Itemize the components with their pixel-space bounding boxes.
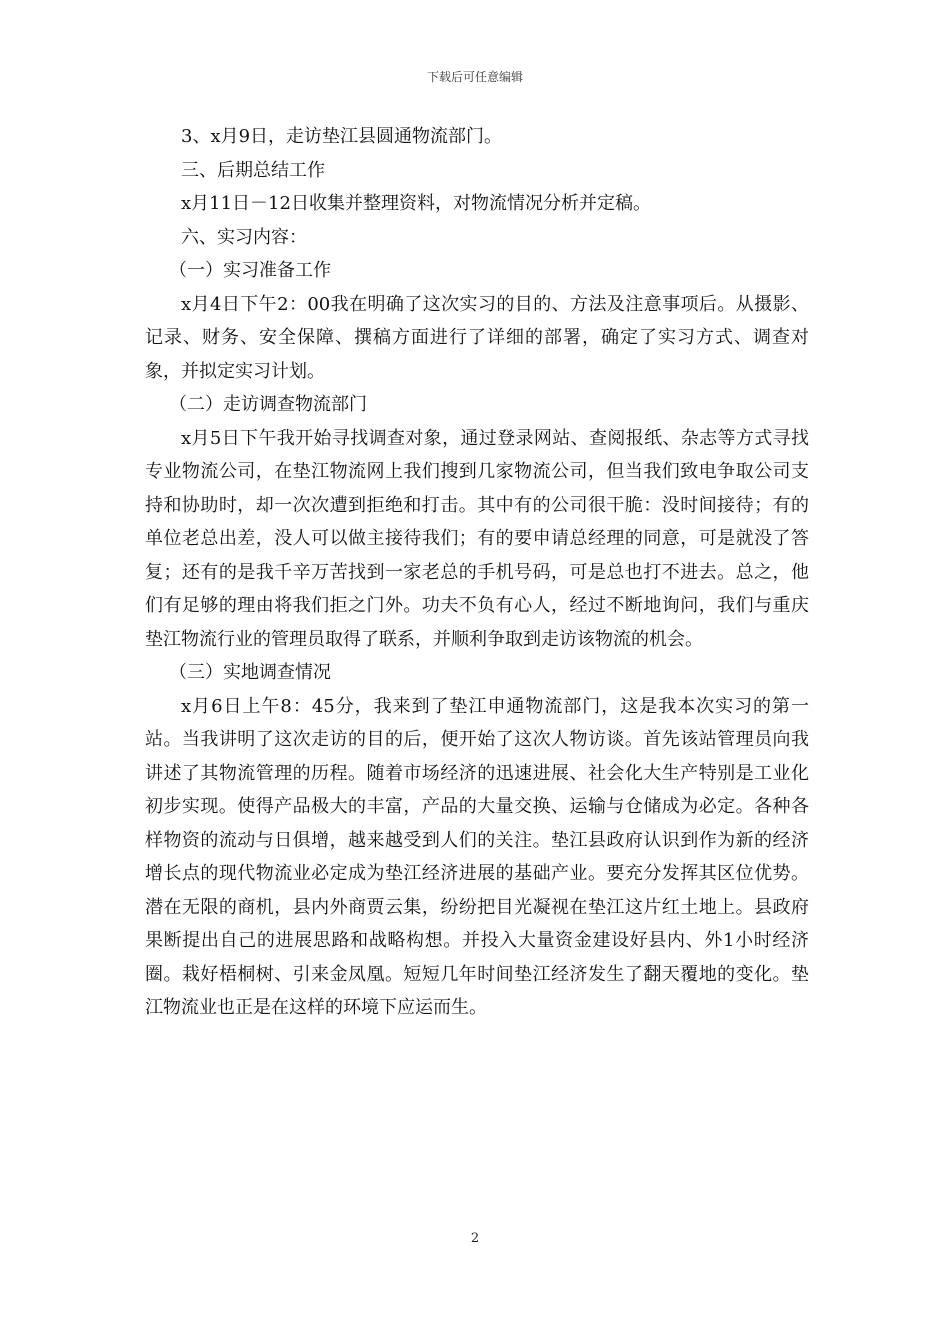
paragraph-field-survey: x月6日上午8：45分，我来到了垫江申通物流部门，这是我本次实习的第一站。当我讲明了这次走访的目的后，便开始了这次人物访谈。首先该站管理员向我讲述了其物流管理的历程。随着市场经济的迅速进展、社会化大生产特别是工业化初步实现。使得产品极大的丰富，产品的大量交换、运输与仓储成为必定。各种各样物资的流动与日俱增，越来越受到人们的关注。垫江县政府认识到作为新的经济增长点的现代物流业必定成为垫江经济进展的基础产业。要充分发挥其区位优势。潜在无限的商机，县内外商贾云集，纷纷把目光凝视在垫江这片红土地上。县政府果断提出自己的进展思路和战略构想。并投入大量资金建设好县内、外1小时经济圈。栽好梧桐树、引来金凤凰。短短几年时间垫江经济发生了翻天覆地的变化。垫江物流业也正是在这样的环境下应运而生。: [145, 695, 809, 1018]
paragraph-summary-dates: x月11日－12日收集并整理资料，对物流情况分析并定稿。: [181, 193, 651, 214]
subheading-field-survey: （三）实地调查情况: [169, 662, 331, 683]
section-heading-summary: 三、后期总结工作: [181, 159, 325, 181]
document-body: [145, 120, 809, 1025]
page-header-note: 下载后可任意编辑: [426, 70, 523, 84]
paragraph-visit-yuantong: 3、x月9日，走访垫江县圆通物流部门。: [181, 126, 503, 147]
page-number: 2: [470, 1231, 480, 1246]
section-heading-content: 六、实习内容：: [181, 226, 307, 248]
paragraph-preparation: x月4日下午2：00我在明确了这次实习的目的、方法及注意事项后。从摄影、记录、财务、安全保障、撰稿方面进行了详细的部署，确定了实习方式、调查对象，并拟定实习计划。: [145, 293, 809, 382]
subheading-visit-departments: （二）走访调查物流部门: [169, 394, 367, 415]
paragraph-visit-departments: x月5日下午我开始寻找调查对象，通过登录网站、查阅报纸、杂志等方式寻找专业物流公司，在垫江物流网上我们搜到几家物流公司，但当我们致电争取公司支持和协助时，却一次次遭到拒绝和打击。其中有的公司很干脆：没时间接待；有的单位老总出差，没人可以做主接待我们；有的要申请总经理的同意，可是就没了答复；还有的是我千辛万苦找到一家老总的手机号码，可是总也打不进去。总之，他们有足够的理由将我们拒之门外。功夫不负有心人，经过不断地询问，我们与重庆垫江物流行业的管理员取得了联系，并顺利争取到走访该物流的机会。: [145, 427, 809, 650]
subheading-preparation: （一）实习准备工作: [169, 260, 331, 281]
